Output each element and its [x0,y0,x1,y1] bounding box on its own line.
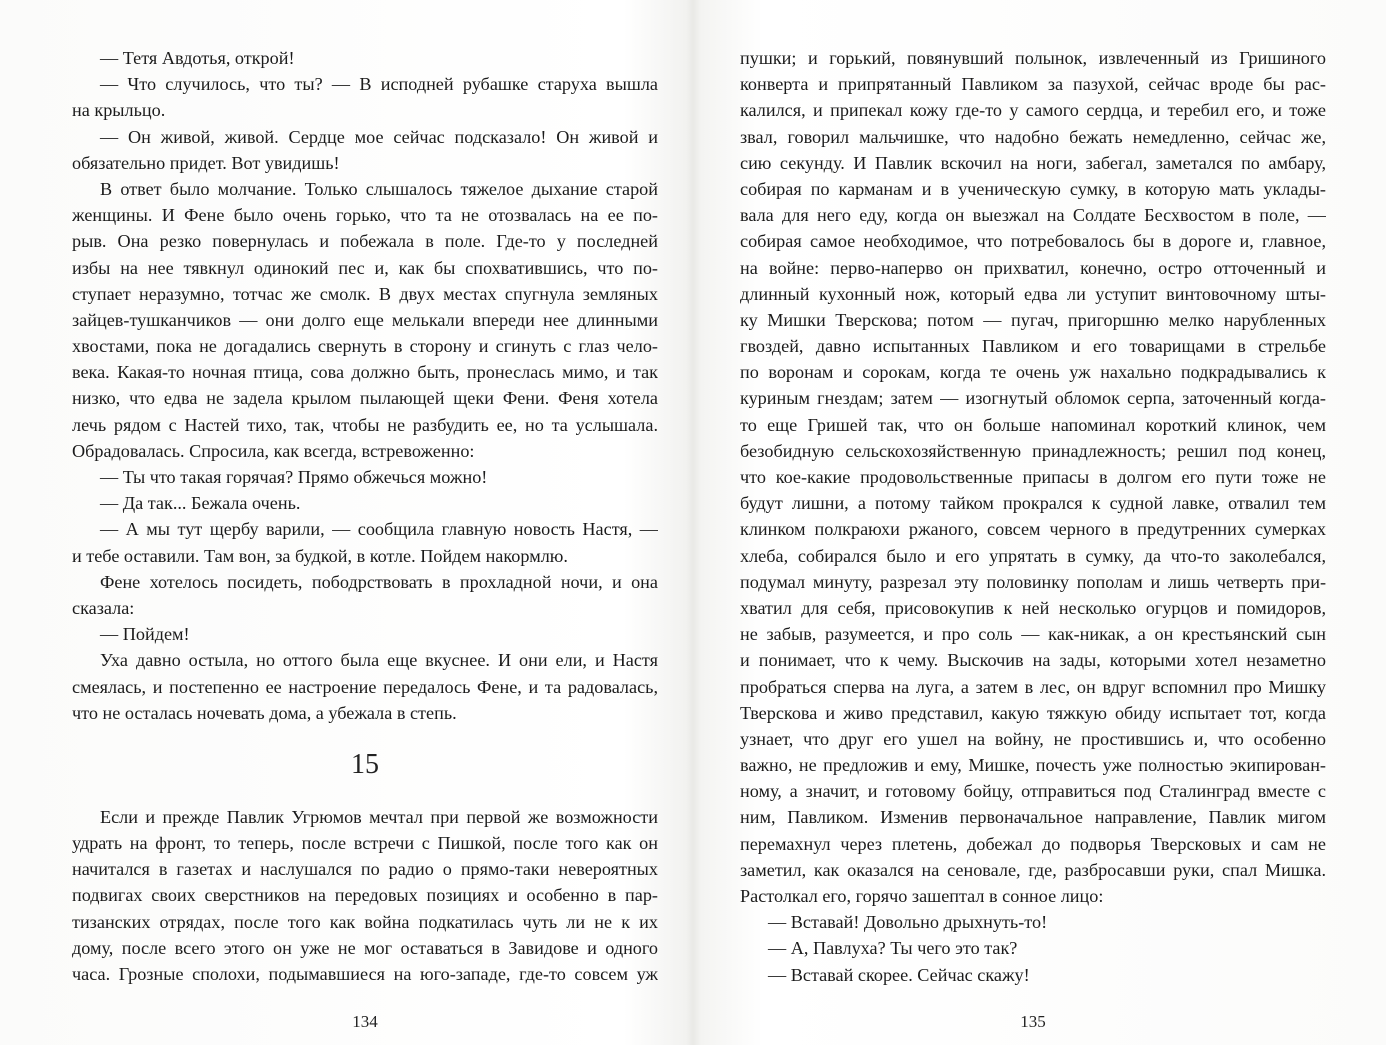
text-line: — Да так... Бежала очень. [100,493,301,514]
text-line: и понимает, что к чему. Выскочив на зады, которыми хотел незаметно [740,650,1326,671]
text-line: В ответ было молчание. Только слышалось тяжелое дыхание старой [100,178,658,199]
text-line: что не осталась ночевать дома, а убежала в степь. [72,702,457,723]
text-line: что кое-какие продовольственные припасы в долгом его пути тоже не [740,467,1326,487]
text-line: Тверскова и живо представил, какую тяжкую обиду испытает тот, когда [740,702,1326,723]
text-line: то еще Гришей так, что он больше напоминал короткий клинок, чем [740,414,1326,435]
page-number-left: 134 [352,1012,378,1031]
left-page [72,45,658,990]
text-line: подумал минуту, разрезал эту половинку пополам и лишь четверть при- [740,571,1326,592]
text-line: века. Какая-то ночная птица, сова должно быть, пронеслась мимо, и так [72,362,658,383]
text-line: — А мы тут щербу варили, — сообщила главную новость Настя, — [100,519,658,540]
text-line: по воронам и сорокам, когда те очень уж нахально подкрадывались к [740,362,1326,383]
text-line: пушки; и горький, повянувший полынок, извлеченный из Гришиного [740,48,1326,68]
text-line: Фене хотелось посидеть, пободрствовать в прохладной ночи, и она [100,571,658,592]
text-line: — Что случилось, что ты? — В исподней рубашке старуха вышла [100,74,658,95]
text-line: хватил для себя, присовокупив к ней несколько огурцов и помидоров, [740,597,1326,618]
text-line: и тебе оставили. Там вон, за будкой, в котле. Пойдем накормлю. [72,545,568,566]
text-line: — Тетя Авдотья, открой! [100,48,295,68]
text-line: безобидную сельскохозяйственную принадлежность; решил под конец, [740,440,1326,461]
text-line: заметил, как оказался на сеновале, где, разбросавши руки, спал Мишка. [740,859,1326,880]
text-line: Если и прежде Павлик Угрюмов мечтал при первой же возможности [100,806,658,827]
text-line [72,987,658,990]
text-line: калился, и припекал кожу где-то у самого сердца, и теребил его, и тоже [740,100,1326,121]
text-line: лечь рядом с Настей тихо, так, чтобы не разбудить ее, но та услышала. [72,414,658,435]
text-line: — Вставай! Довольно дрыхнуть-то! [768,912,1048,933]
text-line: сказала: [72,597,135,618]
text-line: тизанских отрядах, после того как война подкатилась чуть ли не к их [72,911,658,932]
text-line: важно, не предложив и ему, Мишке, почесть уже полностью экипирован- [740,755,1326,776]
text-line: длинный кухонный нож, который едва ли уступит винтовочному шты- [740,283,1326,304]
text-line: на крыльцо. [72,100,166,121]
text-line: не забыв, разумеется, и про соль — как-никак, а он крестьянский сын [740,624,1326,645]
text-line: — Ты что такая горячая? Прямо обжечься можно! [100,467,488,487]
text-line: перемахнул через плетень, добежал до подворья Тверсковых и сам не [740,833,1326,854]
text-line: вала для него еду, когда он выезжал на Солдате Бесхвостом в поле, — [740,205,1326,226]
text-line: часа. Грозные сполохи, подымавшиеся на юго-западе, где-то совсем уж [72,964,658,984]
left-text-after [72,804,658,990]
text-line: низко, что едва не задела крылом пылающей щеки Фени. Феня хотела [72,388,658,409]
text-line: сию секунду. И Павлик вскочил на ноги, забегал, заметался по амбару, [740,152,1326,173]
text-line: клинком полкраюхи ржаного, совсем черного в предутренних сумерках [740,519,1326,540]
text-line: — Пойдем! [100,624,190,645]
text-line: избы на нее тявкнул одинокий пес и, как бы спохватившись, что по- [72,257,658,278]
text-line: дому, после всего этого он уже не мог оставаться в Завидове и одного [72,937,658,958]
text-line: ступает неразумно, тотчас же смолк. В двух местах спугнула земляных [72,283,658,304]
text-line: обязательно придет. Вот увидишь! [72,152,340,173]
text-line: куриным гнездам; затем — изогнутый обломок серпа, заточенный когда- [740,388,1326,409]
text-line: ним, Павликом. Изменив первоначальное направление, Павлик мигом [740,807,1326,828]
page-number-right: 135 [1020,1012,1046,1031]
text-line: пробраться сперва на луга, а затем в лес, он вдруг вспомнил про Мишку [740,676,1326,697]
text-line: рыв. Она резко повернулась и побежала в поле. Где-то у последней [72,231,658,252]
text-line: хлеба, собирался было и его упрятать в сумку, да что-то заколебался, [740,545,1326,566]
left-text-before [72,45,658,726]
text-line: зайцев-тушканчиков — они долго еще мелькали впереди нее длинными [72,309,658,330]
text-line: на войне: перво-наперво он прихватил, конечно, остро отточенный и [740,257,1326,278]
text-line: хвостами, пока не догадались свернуть в сторону и сгинуть с глаз чело- [72,336,658,357]
text-line: Растолкал его, горячо зашептал в сонное лицо: [740,886,1104,906]
text-line: конверта и припрятанный Павликом за пазухой, сейчас вроде бы рас- [740,74,1326,95]
text-line: звал, говорил мальчишке, что надобно бежать немедленно, сейчас же, [740,126,1326,147]
text-line: смеялась, и постепенно ее настроение передалось Фене, и та радовалась, [72,676,658,697]
text-line: удрать на фронт, то теперь, после встречи с Пишкой, после того как он [72,833,658,854]
text-line: женщины. И Фене было очень горько, что та не отозвалась на ее по- [72,205,658,226]
text-line: гвоздей, давно испытанных Павликом и его товарищами в стрельбе [740,336,1326,357]
text-line: Обрадовалась. Спросила, как всегда, встревоженно: [72,440,475,461]
text-line [740,988,1326,990]
text-line: будут лишни, а потому тайком прокрался к судной лавке, отвалил тем [740,493,1326,514]
right-text [740,45,1326,990]
text-line: — Он живой, живой. Сердце мое сейчас подсказало! Он живой и [100,126,658,147]
text-line: собирая по карманам и в ученическую сумку, в которую мать уклады- [740,178,1326,199]
right-page [740,45,1326,990]
text-line: ному, а значит, и готовому бойцу, отправиться под Сталинград вместе с [740,781,1326,802]
text-line: начитался в газетах и наслушался по радио о прямо-таки невероятных [72,859,658,880]
text-line: — А, Павлуха? Ты чего это так? [768,938,1018,959]
text-line: ку Мишки Тверскова; потом — пугач, пригоршню мелко нарубленных [740,309,1326,330]
chapter-heading: 15 [351,748,379,780]
text-line: Уха давно остыла, но оттого была еще вкуснее. И они ели, и Настя [100,650,658,671]
text-line: подвигах своих сверстников на передовых позициях и особенно в пар- [72,885,658,906]
text-line: — Вставай скорее. Сейчас скажу! [768,964,1030,985]
text-line: собирая самое необходимое, что потребовалось бы в дороге и, главное, [740,231,1326,252]
text-line: узнает, что друг его ушел на войну, не простившись и, что особенно [740,728,1326,749]
